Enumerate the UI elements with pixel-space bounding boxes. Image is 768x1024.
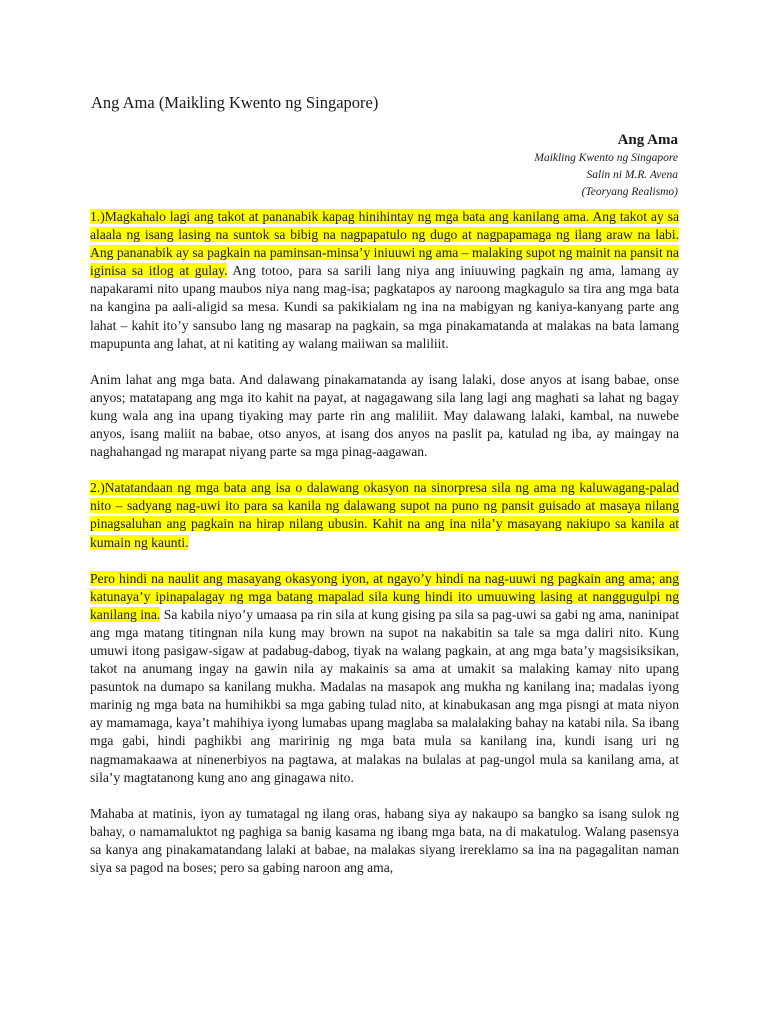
literary-theory: (Teoryang Realismo) [581,186,678,198]
paragraph-3 [90,479,679,551]
translator-credit: Salin ni M.R. Avena [586,169,678,181]
document-title: Ang Ama (Maikling Kwento ng Singapore) [91,93,379,112]
paragraph-5 [90,805,679,877]
paragraph-4 [90,570,679,787]
highlighted-text: Pero hindi na naulit ang masayang okasyong iyon, at ngayo’y hindi na nag-uuwi ng pagkain ang ama; ang katunaya’y ipinapalagay ng mga batang mapalad sila kung hindi ito umuuwing lasing at nanggugulpi ng kanilang ina. [90,570,679,622]
paragraph-text: Mahaba at matinis, iyon ay tumatagal ng ilang oras, habang siya ay nakaupo sa bangko sa isang sulok ng bahay, o namamaluktot ng paghiga sa banig kasama ng ibang mga bata, na di makatulog. Walang pasensya sa kanya ang pinakamatandang lalaki at babae, na malakas siyang irereklamo sa ina na pagagalitan naman siya sa pagod na boses; pero sa gabing naroon ang ama, [90,805,679,875]
highlighted-text: 1.)Magkahalo lagi ang takot at pananabik kapag hinihintay ng mga bata ang kanilang ama. Ang takot ay sa alaala ng isang lasing na suntok sa bibig na nagpapatulo ng dugo at nagpapamaga ng ilang araw na labi. Ang pananabik ay sa pagkain na paminsan-minsa’y iniuuwi ng ama – malaking supot ng mainit na pansit na iginisa sa itlog at gulay. [90,209,679,279]
highlighted-text: 2.)Natatandaan ng mga bata ang isa o dalawang okasyon na sinorpresa sila ng ama ng kaluwagang-palad nito – sadyang nag-uwi ito para sa kanila ng dalawang supot na puno ng pansit guisado at masaya nilang pinagsaluhan ang pagkain na hirap nilang ubusin. Kahit na ang ina nila’y masayang nakiupo sa kanila at kumain ng kaunti. [90,480,679,550]
paragraph-text: Sa kabila niyo’y umaasa pa rin sila at kung gising pa sila sa pag-uwi sa gabi ng ama, naninipat ang mga matang titingnan nila kung may brown na supot na nakabitin sa tale sa mga daliri nito. Kung umuwi itong pasigaw-sigaw at padabug-dabog, tiyak na walang pagkain, at ang mga bata’y magsisiksikan, takot na anumang ingay na gawin nila ay makainis sa ama at umakit sa malaking kamay nito upang pasuntok na dumapo sa kanilang mukha. Madalas na masapok ang mukha ng kanilang ina; madalas iyong marinig ng mga bata na humihikbi sa mga gabing tulad nito, at kinabukasan ang mga pisngi at mata niyon ay mamamaga, kaya’t mahihiya iyong lumabas upang maglaba sa malalaking bahay na katabi nila. Sa ibang mga gabi, hindi paghikbi ang maririnig ng mga bata mula sa kanilang ina, kundi isang uri ng nagmamakaawa at ninenerbiyos na pagtawa, at malakas na bulalas at pag-ungol mula sa kanilang ama, at sila’y magtatanong kung ano ang ginagawa nito. [90,606,679,785]
paragraph-text: Ang totoo, para sa sarili lang niya ang iniuuwing pagkain ng ama, lamang ay napakarami nito upang maubos niya nang mag-isa; pagkatapos ay naroong magkagulo sa tira ang mga bata na kangina pa aali-aligid sa mesa. Kundi sa pakikialam ng ina na mabigyan ng kaniya-kanyang parte ang lahat – kahit ito’y sansubo lang ng masarap na pagkain, sa mga pinakamatanda at malakas na bata lamang mapupunta ang lahat, at ni katiting ay walang maiiwan sa maliliit. [90,263,679,351]
paragraph-1 [90,208,679,353]
story-title: Ang Ama [617,132,678,148]
paragraph-2 [90,371,679,461]
story-header [534,132,678,201]
story-subtitle: Maikling Kwento ng Singapore [534,152,678,164]
paragraph-text: Anim lahat ang mga bata. And dalawang pinakamatanda ay isang lalaki, dose anyos at isang babae, onse anyos; matatapang ang mga ito kahit na payat, at nagagawang sila lang lagi ang maghati sa lahat ng bagay kung wala ang ina upang tiyaking may parte rin ang maliliit. May dalawang lalaki, kambal, na nuwebe anyos, isang maliit na babae, otso anyos, at isang dos anyos na paslit pa, katulad ng iba, ay maingay na naghahangad ng marapat niyang parte sa mga pinag-aagawan. [90,371,679,460]
story-body [90,208,679,895]
